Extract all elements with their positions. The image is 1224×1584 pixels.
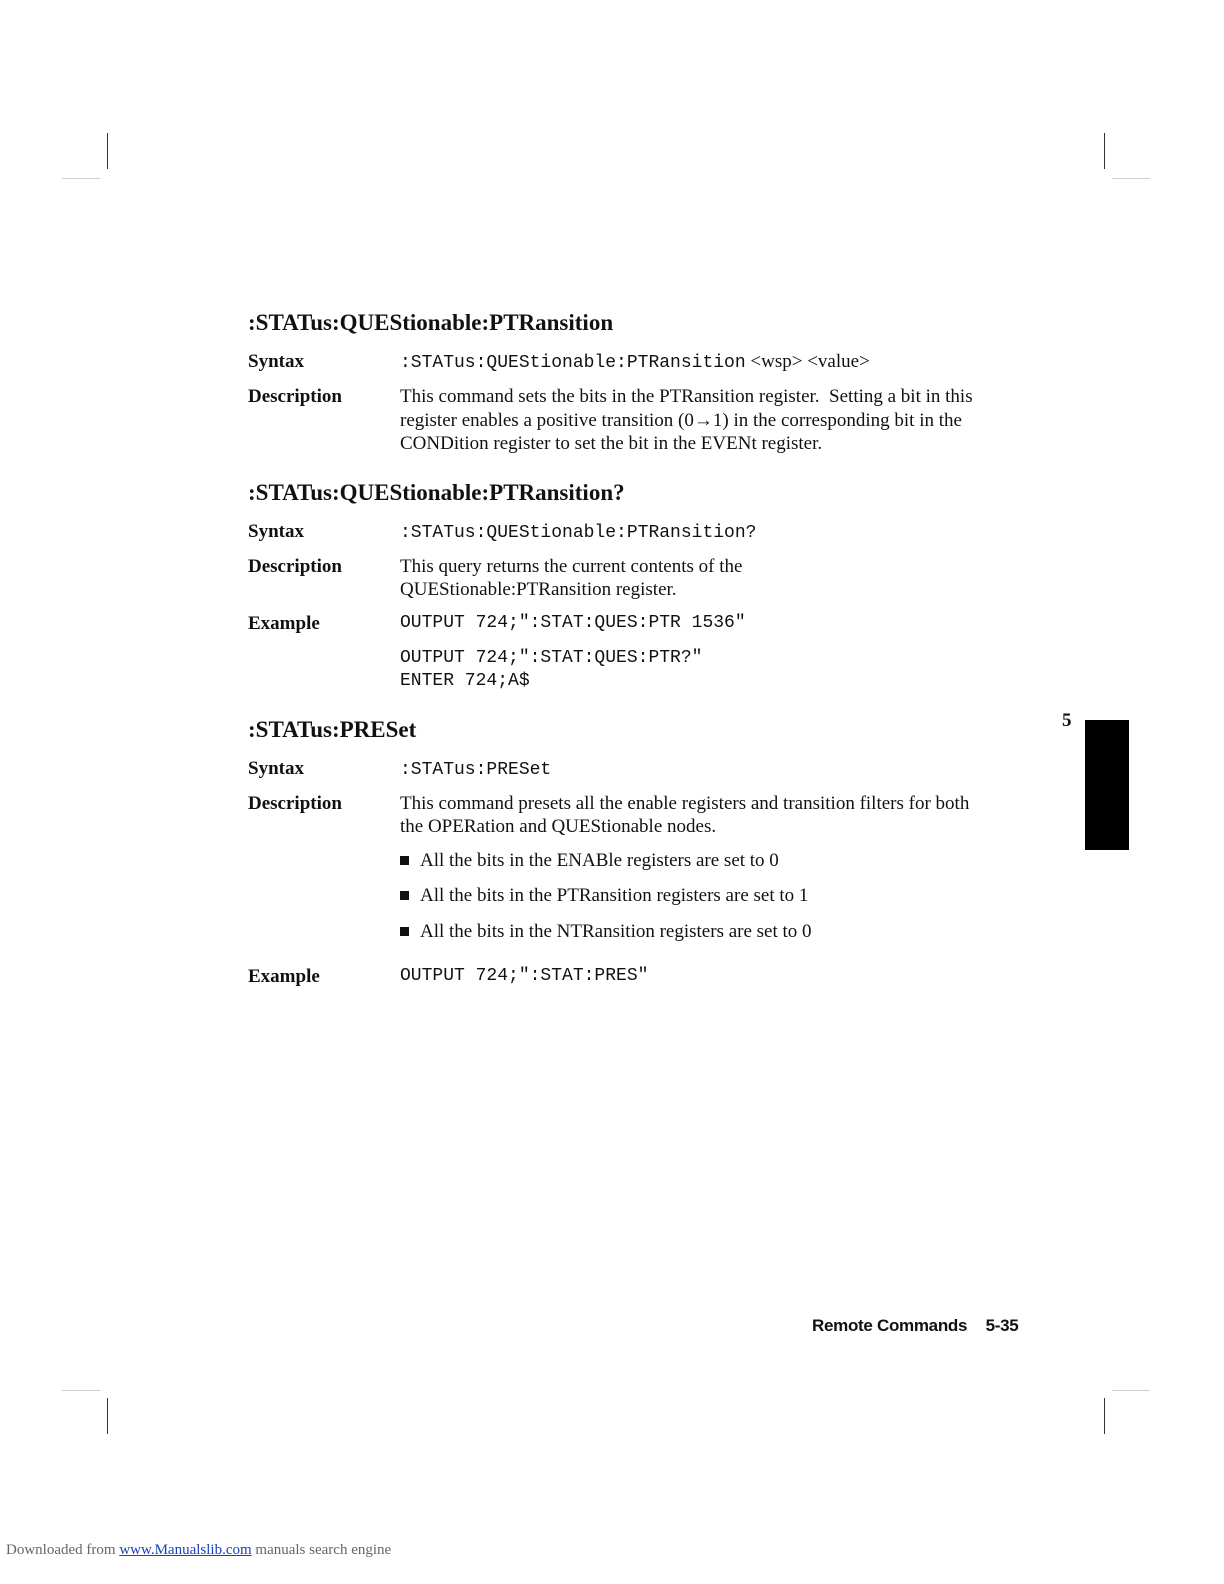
example-code	[400, 612, 1028, 693]
description-label: Description	[248, 792, 342, 814]
syntax-command: :STATus:PRESet	[400, 759, 552, 780]
page-footer	[812, 1316, 1018, 1336]
description-text: This command presets all the enable registers and transition filters for both the OPERation and QUEStionable nodes.	[400, 792, 970, 837]
crop-mark	[1112, 1390, 1150, 1391]
example-line: ENTER 724;A$	[400, 670, 530, 691]
example-label: Example	[248, 966, 320, 987]
section-title: :STATus:QUEStionable:PTRansition?	[248, 479, 625, 505]
example-row	[248, 965, 1028, 989]
syntax-args: <wsp> <value>	[750, 351, 870, 372]
syntax-value	[400, 350, 1028, 375]
download-suffix: manuals search engine	[255, 1542, 392, 1558]
bullet-square-icon	[400, 891, 409, 900]
syntax-command: :STATus:QUEStionable:PTRansition?	[400, 522, 757, 543]
download-prefix: Downloaded from	[6, 1542, 116, 1558]
example-line: OUTPUT 724;":STAT:PRES"	[400, 966, 649, 986]
crop-mark	[107, 1398, 108, 1434]
list-item	[400, 920, 1028, 944]
example-line: OUTPUT 724;":STAT:QUES:PTR?"	[400, 647, 703, 668]
page-number: 5-35	[985, 1316, 1019, 1335]
section-preset	[248, 715, 1028, 990]
section-ptransition-query	[248, 478, 1028, 693]
syntax-label: Syntax	[248, 520, 304, 542]
crop-mark	[1104, 133, 1105, 169]
page-content	[248, 308, 1028, 999]
syntax-value	[400, 520, 1028, 545]
manualslib-link[interactable]: www.Manualslib.com	[119, 1542, 252, 1558]
example-label: Example	[248, 612, 320, 634]
bullet-list	[400, 849, 1028, 944]
crop-mark	[62, 178, 100, 179]
syntax-label: Syntax	[248, 757, 304, 779]
description-text: This command sets the bits in the PTRansition register. Setting a bit in this register enables a positive transition (0→1) in the corresponding bit in the CONDition register to set the bit in the EVENt register.	[400, 386, 978, 454]
list-item-text: All the bits in the ENABle registers are set to 0	[420, 849, 779, 871]
crop-mark	[1104, 1398, 1105, 1434]
description-row	[248, 555, 1028, 602]
crop-mark	[62, 1390, 100, 1391]
description-label: Description	[248, 555, 342, 577]
syntax-value	[400, 757, 1028, 782]
description-label: Description	[248, 386, 342, 407]
description-row	[248, 792, 1028, 956]
section-ptransition	[248, 308, 1028, 456]
syntax-command: :STATus:QUEStionable:PTRansition	[400, 353, 746, 373]
syntax-row	[248, 350, 1028, 375]
bullet-square-icon	[400, 927, 409, 936]
example-line: OUTPUT 724;":STAT:QUES:PTR 1536"	[400, 612, 746, 633]
section-title: :STATus:QUEStionable:PTRansition	[248, 310, 614, 335]
chapter-number: 5	[1062, 710, 1072, 731]
list-item-text: All the bits in the PTRansition registers are set to 1	[420, 885, 809, 906]
description-block	[400, 792, 1028, 956]
crop-mark	[1112, 178, 1150, 179]
syntax-label: Syntax	[248, 351, 304, 372]
footer-title: Remote Commands	[812, 1316, 968, 1335]
syntax-row	[248, 520, 1028, 545]
list-item	[400, 849, 1028, 873]
download-banner	[6, 1542, 391, 1559]
crop-mark	[107, 133, 108, 169]
syntax-row	[248, 757, 1028, 782]
example-code	[400, 965, 1028, 989]
chapter-tab-bar	[1085, 720, 1129, 850]
description-text: This query returns the current contents of the QUEStionable:PTRansition register.	[400, 555, 743, 600]
list-item	[400, 884, 1028, 908]
section-title: :STATus:PRESet	[248, 716, 417, 742]
list-item-text: All the bits in the NTRansition registers are set to 0	[420, 920, 812, 942]
bullet-square-icon	[400, 856, 409, 865]
description-row	[248, 385, 1028, 456]
example-row	[248, 612, 1028, 693]
